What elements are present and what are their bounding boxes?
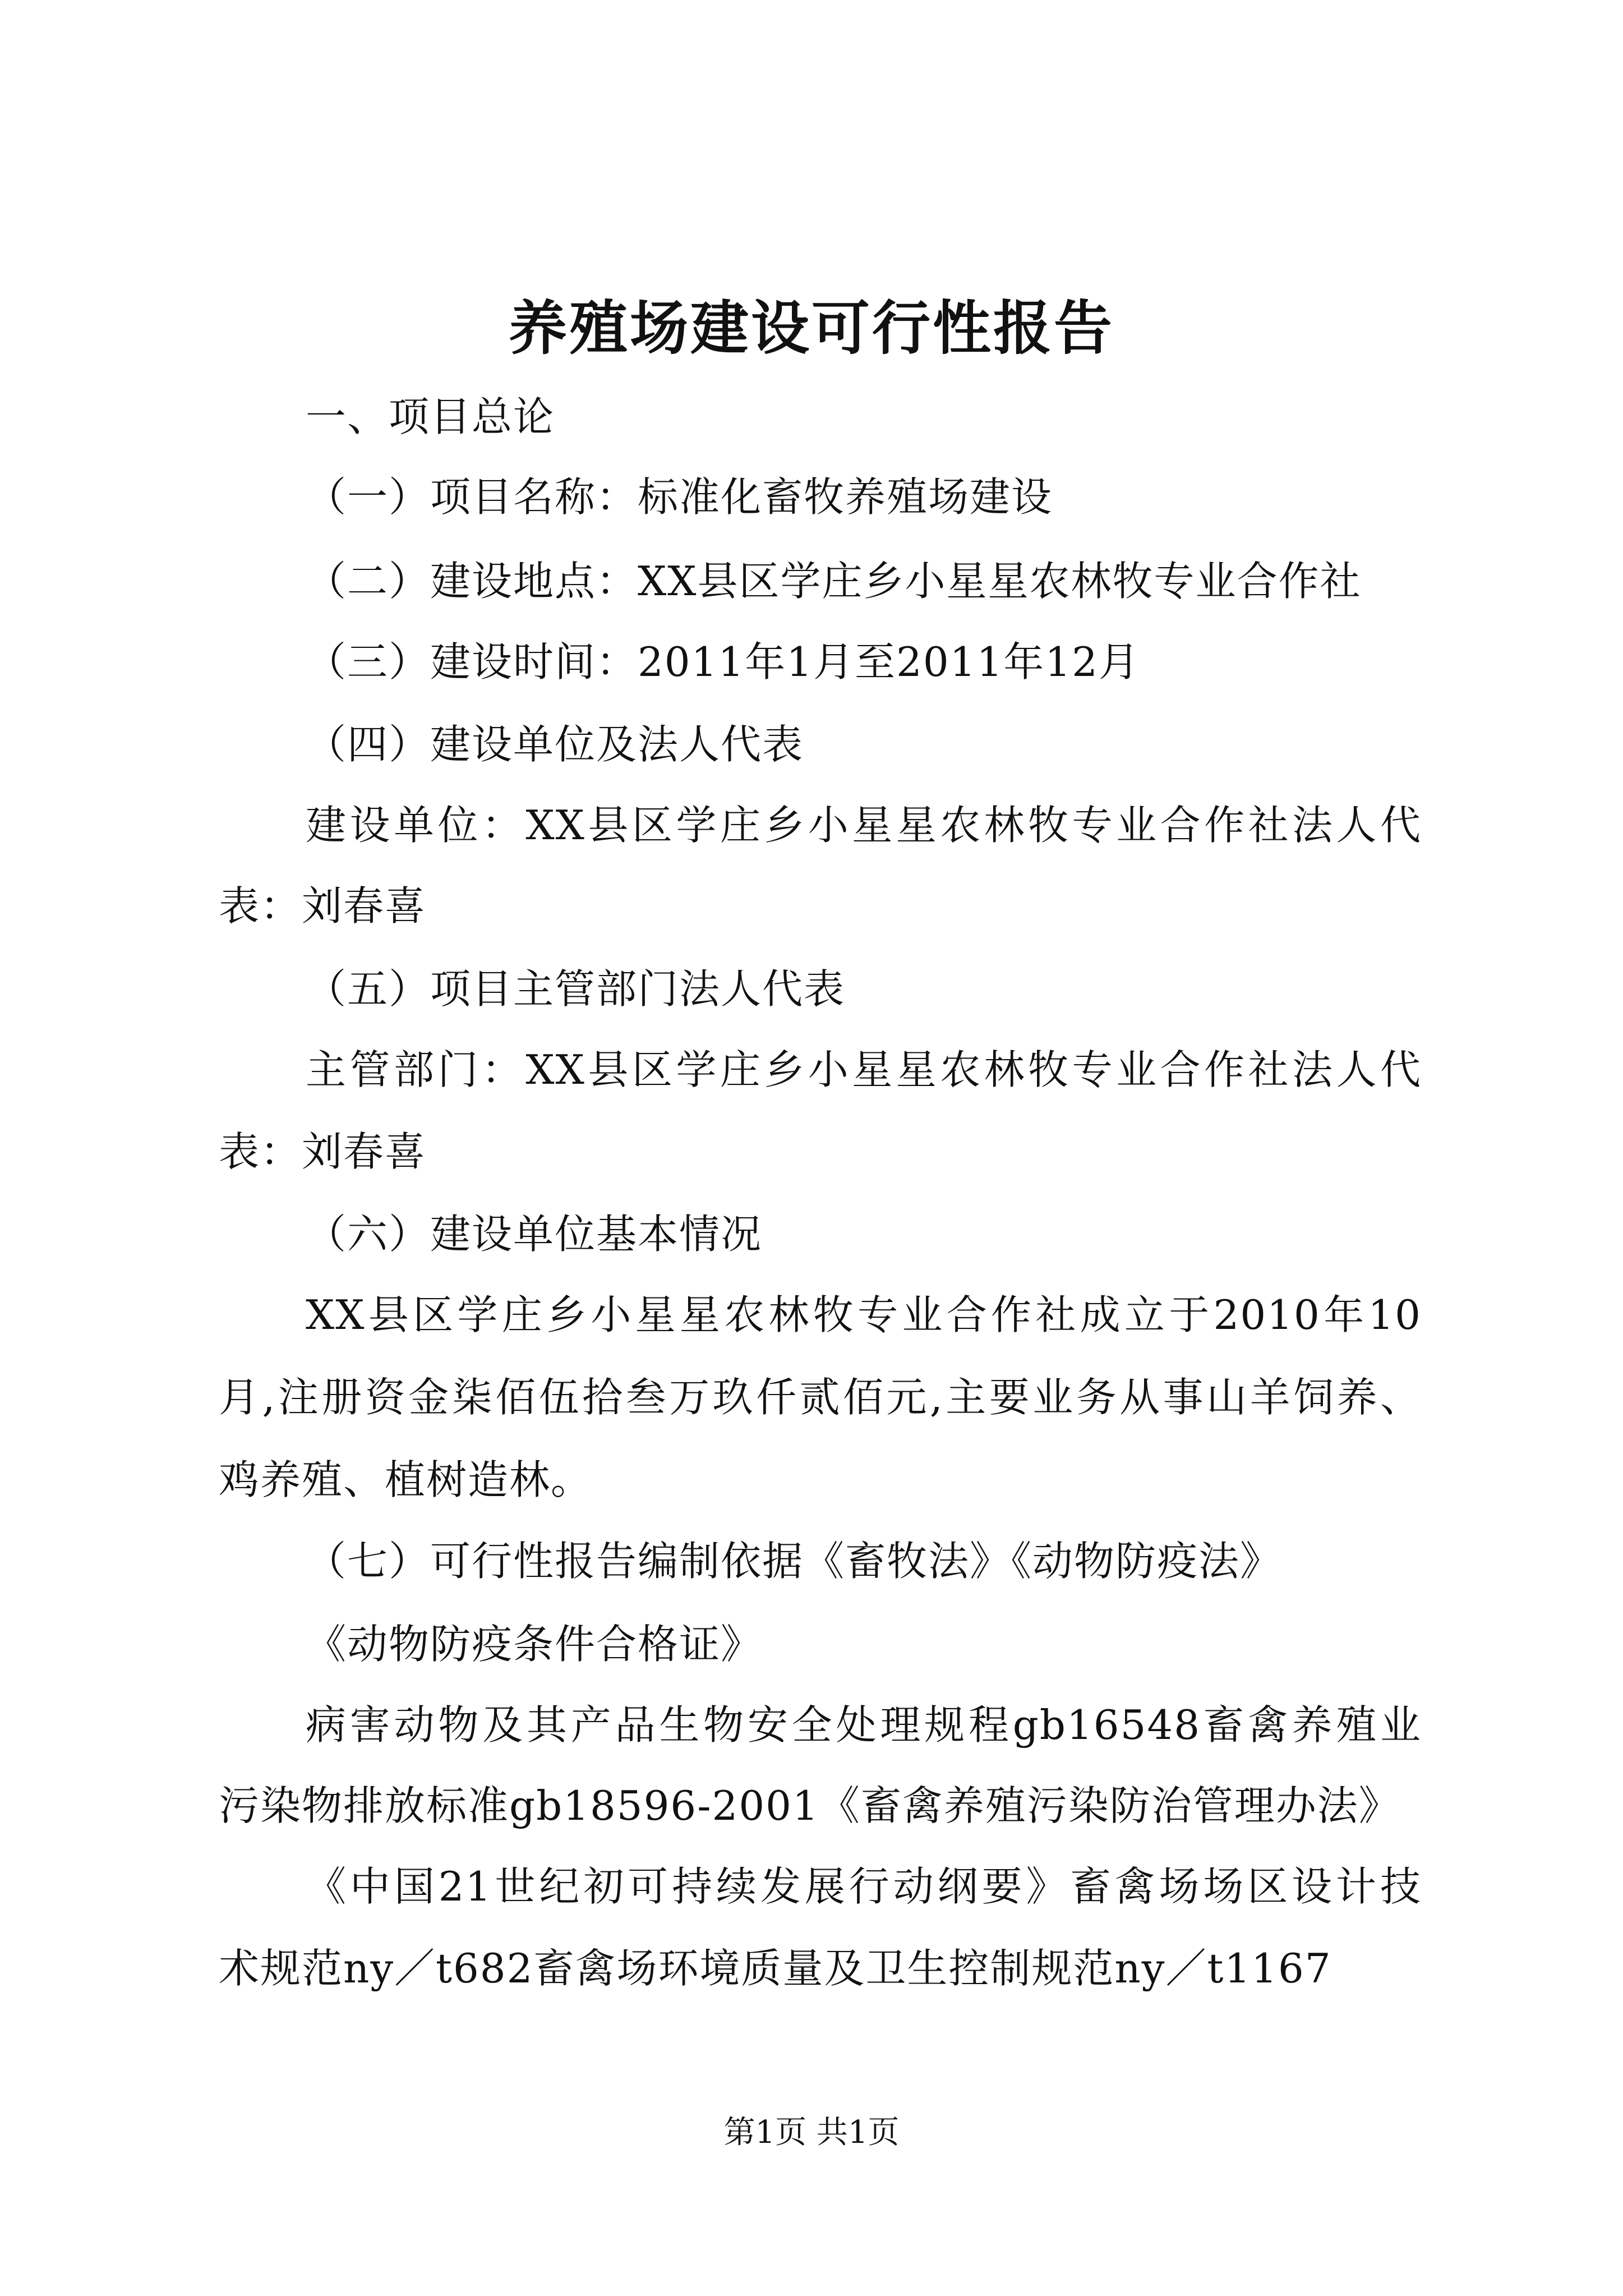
item-construction-site: （二）建设地点：XX县区学庄乡小星星农林牧专业合作社 [306, 558, 1362, 605]
basis-certificate: 《动物防疫条件合格证》 [306, 1621, 763, 1668]
item-unit-basic-info: （六）建设单位基本情况 [306, 1211, 763, 1258]
page-footer: 第1页 共1页 [723, 2114, 900, 2151]
paragraph-construction-unit-line1: 建设单位：XX县区学庄乡小星星农林牧专业合作社法人代 [306, 802, 1422, 849]
item-project-name: （一）项目名称：标准化畜牧养殖场建设 [306, 473, 1053, 521]
basis-regulations-line2: 污染物排放标准gb18596-2001《畜禽养殖污染防治管理办法》 [219, 1782, 1400, 1829]
basis-standards-line2: 术规范ny／t682畜禽场环境质量及卫生控制规范ny／t1167 [219, 1945, 1332, 1992]
section-heading-overview: 一、项目总论 [306, 393, 555, 440]
item-unit-and-representative: （四）建设单位及法人代表 [306, 721, 804, 768]
item-supervising-department: （五）项目主管部门法人代表 [306, 965, 846, 1013]
basis-standards-line1: 《中国21世纪初可持续发展行动纲要》畜禽场场区设计技 [306, 1863, 1422, 1910]
item-construction-time: （三）建设时间：2011年1月至2011年12月 [306, 638, 1140, 685]
paragraph-basic-info-line1: XX县区学庄乡小星星农林牧专业合作社成立于2010年10 [306, 1291, 1422, 1338]
paragraph-construction-unit-line2: 表：刘春喜 [219, 882, 427, 930]
paragraph-basic-info-line2: 月,注册资金柒佰伍拾叁万玖仟贰佰元,主要业务从事山羊饲养、 [219, 1374, 1422, 1421]
page-title: 养殖场建设可行性报告 [508, 293, 1114, 362]
item-compilation-basis: （七）可行性报告编制依据《畜牧法》《动物防疫法》 [306, 1538, 1282, 1585]
paragraph-department-line2: 表：刘春喜 [219, 1128, 427, 1175]
paragraph-basic-info-line3: 鸡养殖、植树造林。 [219, 1456, 593, 1503]
paragraph-department-line1: 主管部门：XX县区学庄乡小星星农林牧专业合作社法人代 [306, 1046, 1422, 1093]
basis-regulations-line1: 病害动物及其产品生物安全处理规程gb16548畜禽养殖业 [306, 1701, 1422, 1749]
